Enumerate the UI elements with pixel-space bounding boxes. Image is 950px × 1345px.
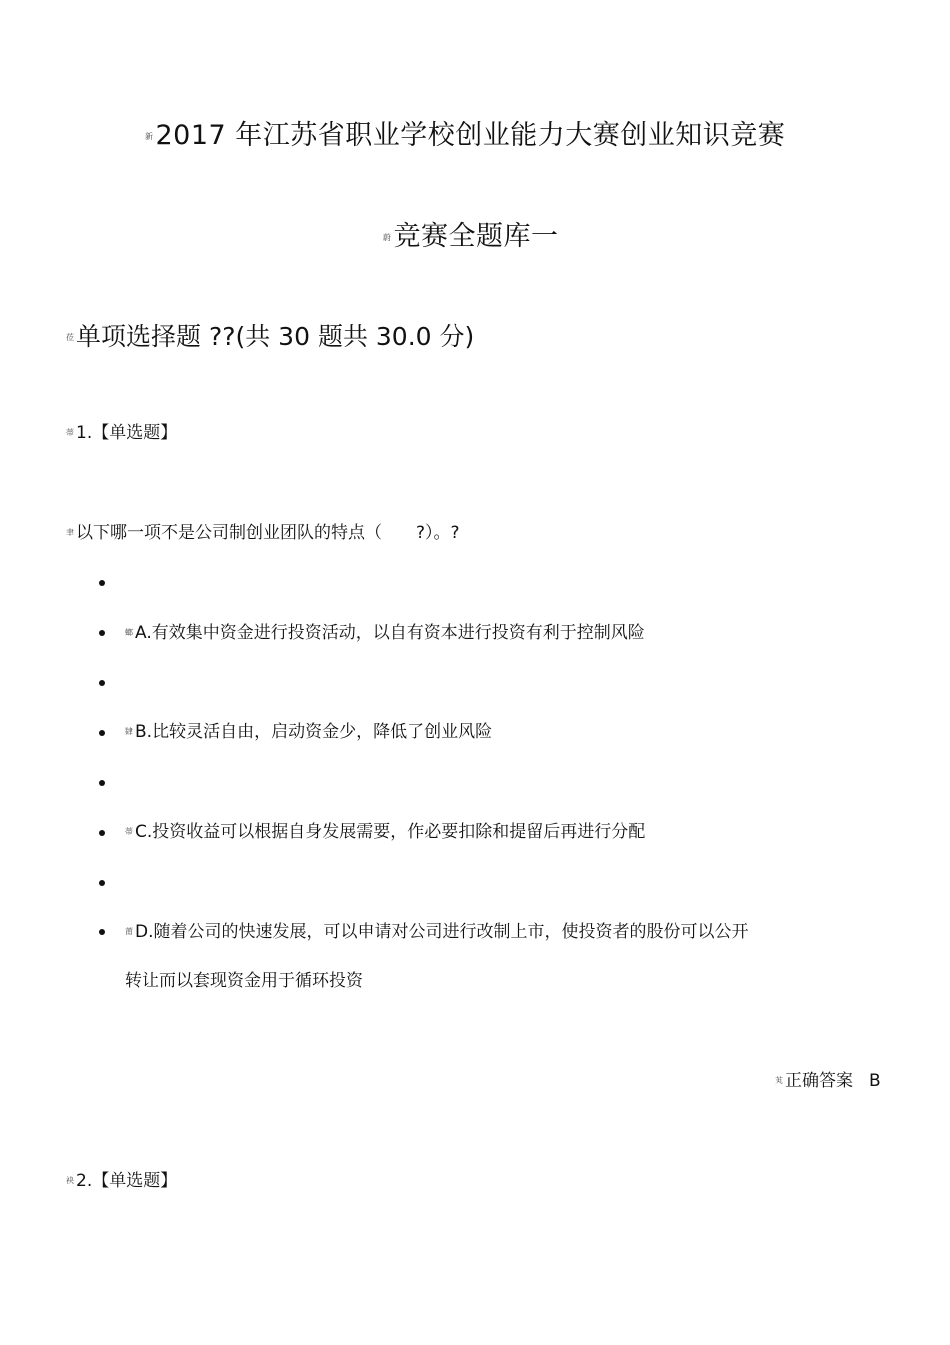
title-text-2: 竞赛全题库一 [393, 221, 559, 252]
option-c [125, 820, 645, 844]
ocr-artifact-mark: 新 [145, 131, 154, 141]
option-c-text: C.投资收益可以根据自身发展需要，作必要扣除和提留后再进行分配 [135, 822, 646, 842]
ocr-artifact-mark: 肄 [125, 727, 133, 736]
option-d-continuation: 转让而以套现资金用于循环投资 [125, 971, 363, 991]
list-bullet-option-c [99, 830, 105, 836]
list-bullet-empty [99, 580, 105, 586]
title-text-1: 2017 年江苏省职业学校创业能力大赛创业知识竞赛 [155, 120, 786, 151]
question-1-stem [66, 521, 460, 545]
ocr-artifact-mark: 聿 [66, 528, 74, 537]
question-number-label: 2.【单选题】 [76, 1171, 178, 1191]
section-heading [66, 321, 474, 354]
option-a-text: A.有效集中资金进行投资活动，以自有资本进行投资有利于控制风险 [135, 623, 645, 643]
option-d [125, 920, 749, 944]
list-bullet-option-b [99, 730, 105, 736]
question-2-number [66, 1169, 177, 1193]
correct-answer-label: 正确答案 [785, 1071, 853, 1091]
ocr-artifact-mark: 芄 [775, 1076, 783, 1085]
question-stem-text: 以下哪一项不是公司制创业团队的特点（ ?）。? [76, 523, 460, 543]
option-a [125, 621, 645, 645]
list-bullet-option-d [99, 929, 105, 935]
option-b [125, 720, 492, 744]
document-title-line-1 [145, 119, 785, 154]
correct-answer [775, 1069, 881, 1093]
ocr-artifact-mark: 莅 [66, 333, 74, 342]
list-bullet-empty [99, 880, 105, 886]
option-b-text: B.比较灵活自由，启动资金少，降低了创业风险 [135, 722, 493, 742]
ocr-artifact-mark: 螂 [125, 628, 133, 637]
document-title-line-2 [383, 220, 559, 255]
question-1-number [66, 421, 177, 445]
list-bullet-empty [99, 780, 105, 786]
ocr-artifact-mark: 蔚 [383, 232, 392, 242]
list-bullet-option-a [99, 630, 105, 636]
ocr-artifact-mark: 莆 [125, 927, 133, 936]
ocr-artifact-mark: 蒂 [66, 428, 74, 437]
list-bullet-empty [99, 680, 105, 686]
option-d-text: D.随着公司的快速发展，可以申请对公司进行改制上市，使投资者的股份可以公开 [135, 922, 749, 942]
section-heading-text: 单项选择题 ??(共 30 题共 30.0 分) [76, 322, 475, 351]
ocr-artifact-mark: 袂 [66, 1176, 74, 1185]
question-number-label: 1.【单选题】 [76, 423, 178, 443]
correct-answer-value: B [869, 1071, 881, 1091]
ocr-artifact-mark: 蒂 [125, 827, 133, 836]
